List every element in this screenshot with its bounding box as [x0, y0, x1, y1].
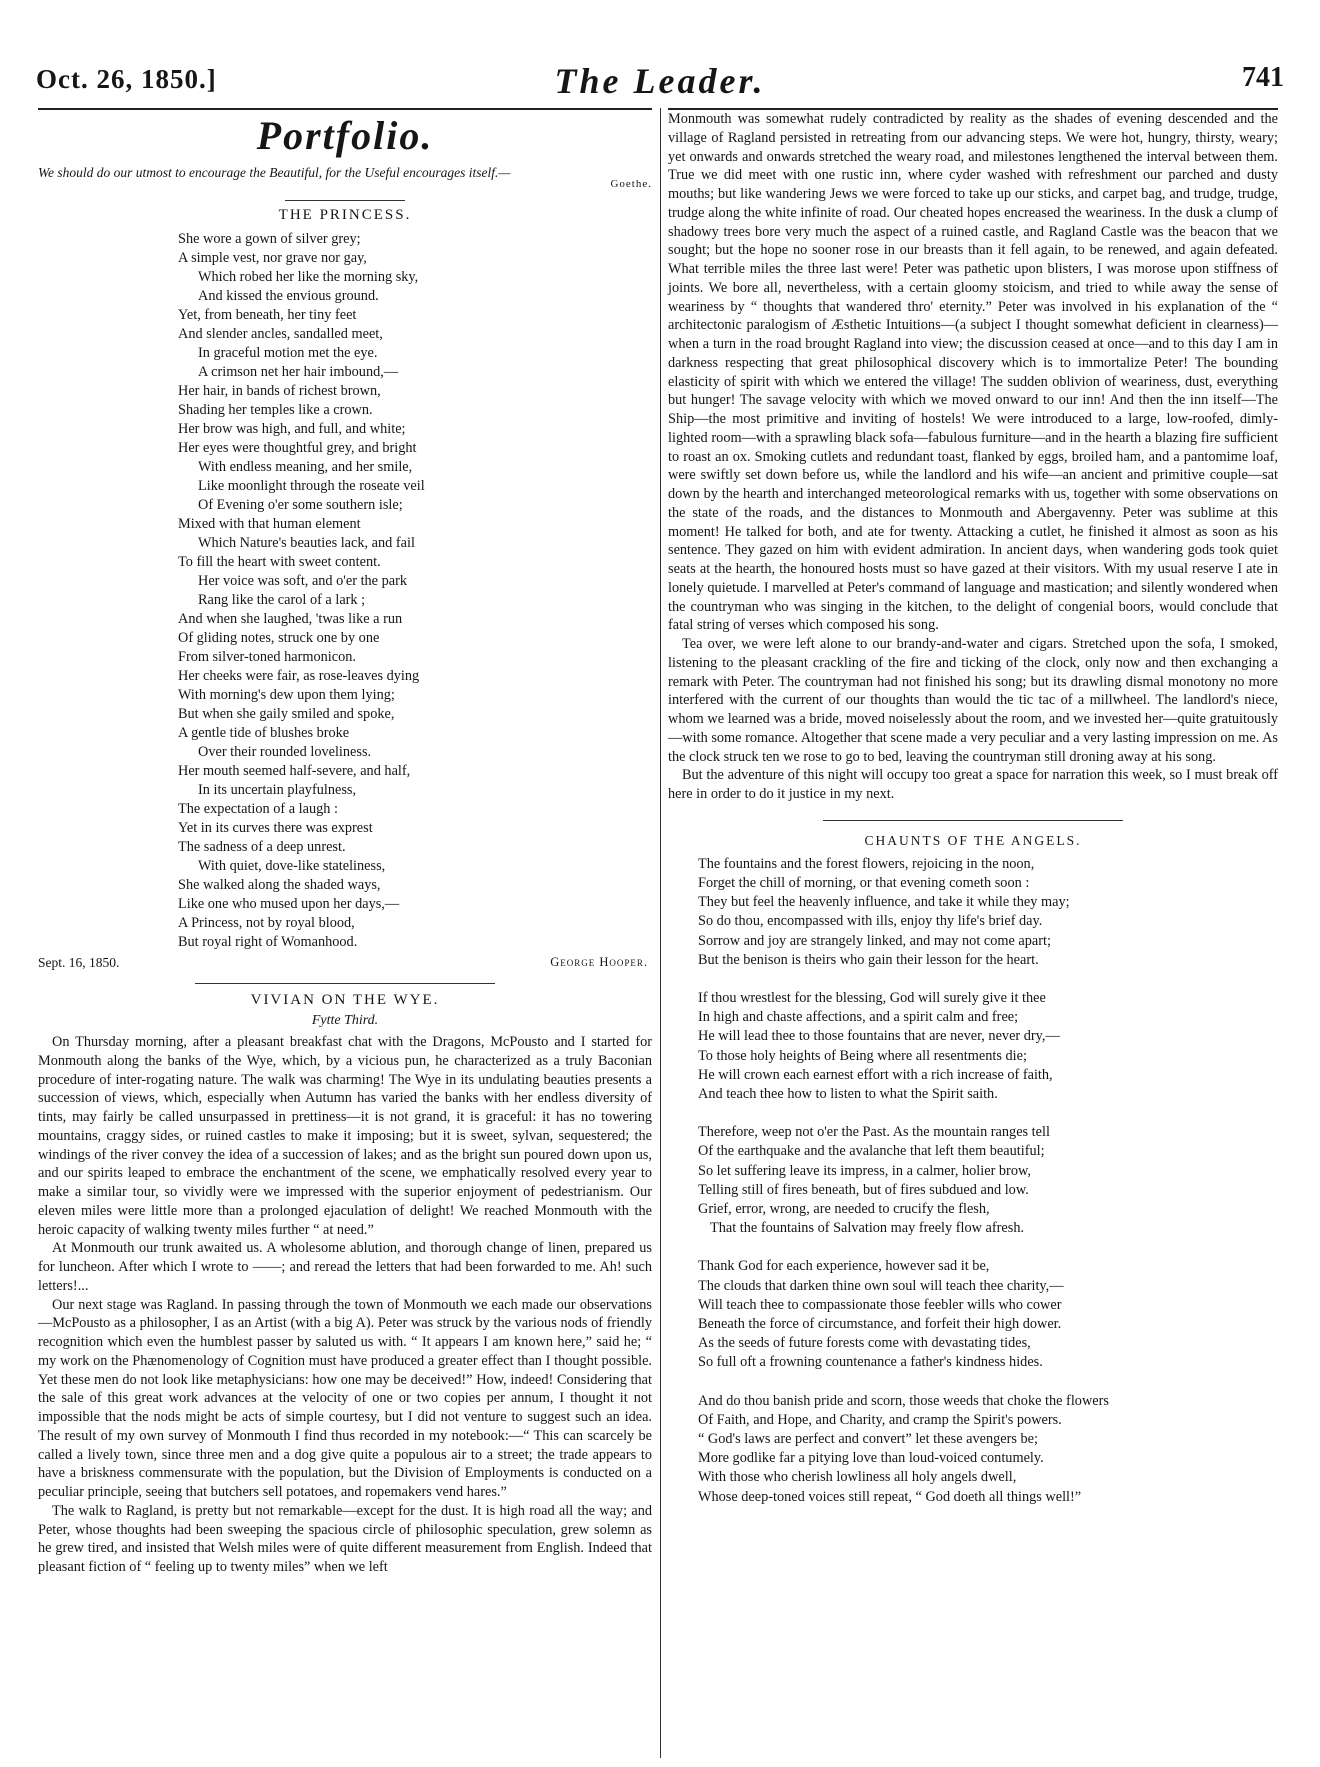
poem-line: Which Nature's beauties lack, and fail: [198, 535, 415, 551]
right-column: [668, 110, 1278, 1526]
poem-line: Her hair, in bands of richest brown,: [178, 383, 381, 399]
paragraph: At Monmouth our trunk awaited us. A wholesome ablution, and thorough change of linen, prepared us for luncheon. After which I wrote to ——; and reread the letters that had been forwarded to me. Ah! such letters!...: [38, 1240, 652, 1294]
poem-line: Like one who mused upon her days,—: [178, 896, 400, 912]
section-rule: [823, 820, 1123, 821]
poem-line: Of the earthquake and the avalanche that left them beautiful;: [698, 1143, 1045, 1160]
poem-line: To fill the heart with sweet content.: [178, 554, 381, 570]
portfolio-motto: We should do our utmost to encourage the Beautiful, for the Useful encourages itself.—: [38, 165, 511, 180]
poem-line: Her cheeks were fair, as rose-leaves dying: [178, 668, 420, 684]
poem-line: Sorrow and joy are strangely linked, and may not come apart;: [698, 932, 1051, 949]
section-rule: [195, 983, 495, 984]
poem-line: He will crown each earnest effort with a rich increase of faith,: [698, 1066, 1053, 1083]
paragraph: But the adventure of this night will occupy too great a space for narration this week, so I must break off here in order to do it justice in my next.: [668, 767, 1278, 802]
poem-line: With quiet, dove-like stateliness,: [198, 858, 386, 874]
poem-line: And when she laughed, 'twas like a run: [178, 611, 403, 627]
stanza: [698, 855, 1278, 970]
newspaper-title: The Leader.: [554, 61, 766, 101]
poem-line: A simple vest, nor grave nor gay,: [178, 250, 367, 266]
poem-line: Whose deep-toned voices still repeat, “ God doeth all things well!”: [698, 1488, 1082, 1505]
poem-line: That the fountains of Salvation may freely flow afresh.: [710, 1220, 1025, 1237]
paragraph: Our next stage was Ragland. In passing through the town of Monmouth we each made our observations—McPousto as a philosopher, I as an Artist (with a big A). Peter was struck by the various nods of friendly recognition which even the humblest passer by saluted us with. “ It appears I am known here,” said he; “ my work on the Phænomenology of Cognition must have produced a greater effect than I thought possible. Yet these men do not look like metaphysicians: how one may be deceived!” How, indeed! Considering that the sale of this great work advances at the velocity of one or two copies per annum, I thought it not impossible that the nods might be acts of simple courtesy, but I did not venture to suggest such an idea. The result of my own survey of Monmouth I find thus recorded in my notebook:—“ This can scarcely be called a lively town, since three men and a dog give quite a populous air to a street; the trade appears to have a briskness commensurate with the population, but the Division of Employments is conducted on a peculiar principle, seeing that butchers sell potatoes, and ropemakers vend hares.”: [38, 1296, 652, 1500]
poem-line: Of gliding notes, struck one by one: [178, 630, 380, 646]
vivian-text-right: [668, 110, 1278, 804]
section-rule: [285, 200, 405, 201]
poem-line: Beneath the force of circumstance, and forfeit their high dower.: [698, 1316, 1062, 1333]
poem-line: She wore a gown of silver grey;: [178, 231, 361, 247]
poem-line: But the benison is theirs who gain their lesson for the heart.: [698, 951, 1039, 968]
poem-line: So full oft a frowning countenance a father's kindness hides.: [698, 1354, 1043, 1371]
poem-line: And do thou banish pride and scorn, those weeds that choke the flowers: [698, 1392, 1109, 1409]
poem-line: Rang like the carol of a lark ;: [198, 592, 366, 608]
masthead: [36, 60, 1284, 108]
poem-line: Telling still of fires beneath, but of fires subdued and low.: [698, 1181, 1029, 1198]
poem-line: So let suffering leave its impress, in a calmer, holier brow,: [698, 1162, 1031, 1179]
poem-line: In high and chaste affections, and a spirit calm and free;: [698, 1009, 1019, 1026]
poem-line: He will lead thee to those fountains that are never, never dry,—: [698, 1028, 1060, 1045]
poem-line: Her eyes were thoughtful grey, and bright: [178, 440, 417, 456]
poem-line: As the seeds of future forests come with devastating tides,: [698, 1335, 1031, 1352]
page-number: 741: [1242, 62, 1284, 93]
portfolio-heading: Portfolio.: [256, 113, 434, 158]
poem-line: In graceful motion met the eye.: [198, 345, 378, 361]
paragraph: Tea over, we were left alone to our brandy-and-water and cigars. Stretched upon the sofa, I smoked, listening to the pleasant crackling of the fire and ticking of the clock, only now and then exchanging a remark with Peter. The countryman had not finished his song; but its drawling dismal monotony no more interfered with the current of our thoughts than would the tic tac of a millwheel. The landlord's niece, whom we learned was a bride, moved noiselessly about the room, and we invested her—quite gratuitously—with some romance. Altogether that scene made a very peculiar and a very lasting impression on me. As the clock struck ten we rose to go to bed, leaving the countryman still droning away at his song.: [668, 636, 1278, 765]
princess-title: THE PRINCESS.: [278, 207, 412, 223]
stanza: [698, 989, 1278, 1104]
poem-line: Over their rounded loveliness.: [198, 744, 372, 760]
poem-line: Which robed her like the morning sky,: [198, 269, 419, 285]
poem-line: Like moonlight through the roseate veil: [198, 478, 425, 494]
poem-signature: [38, 955, 652, 973]
poem-line: And kissed the envious ground.: [198, 288, 379, 304]
poem-line: Mixed with that human element: [178, 516, 361, 532]
poem-line: The fountains and the forest flowers, rejoicing in the noon,: [698, 855, 1035, 872]
poem-line: Shading her temples like a crown.: [178, 402, 373, 418]
paragraph: Monmouth was somewhat rudely contradicted by reality as the shades of evening descended and the village of Ragland persisted in retreating from our advancing steps. We were hot, hungry, thirsty, weary; yet onwards and onwards stretched the weary road, and milestones lengthened the interval between them. True we did meet with one rustic inn, where cyder washed with refreshment our parched and dusty mouths; but like wandering Jews we were forced to take up our sticks, and carpet bag, and trudge, trudge, trudge along the white infinite of road. Our cheated hopes encreased the weariness. In the dusk a clump of shadowy trees bore very much the aspect of a ruined castle, and Ragland Castle was the beacon that we sought; but the hope no sooner rose in our breasts than it fell again, to be renewed, and again defeated. What terrible miles the three last were! Peter was pathetic upon blisters, I was morose upon stiffness of joints. We bore all, nevertheless, with a certain gloomy stoicism, and tried to while away the sense of weariness by “ thoughts that wandered thro' eternity.” Peter was involved in his explanation of the “ architectonic paralogism of Æsthetic Intuitions—(a subject I thought somewhat deficient in clearness)—when a turn in the road brought Ragland into view; the discussion ceased at once—and to this day I am in darkness respecting that great philosophical discovery which is to immortalize Peter! The bounding elasticity of spirit with which we entered the village! The sudden oblivion of weariness, dust, everything but hunger! The savage velocity with which we moved onward to our inn! And then the inn itself—The Ship—the most primitive and inviting of hostels! We were introduced to a large, low-roofed, dimly-lighted room—with a sprawling black sofa—fabulous furniture—and in the hearth a blazing fire sufficient to roast an ox. Smoking cutlets and redundant toast, flanked by eggs, broiled ham, and a pantomime loaf, were swiftly set down before us, while the landlord and his wife—an ancient and primitive couple—sat down by the hearth and interchanged meteorological remarks with us, together with some observations on the state of the roads, and the distances to Monmouth and Abergavenny. Peter was sublime at this moment! He talked for both, and ate for twenty. Attacking a cutlet, he finished it almost as soon as his sentence. They gazed on him with evident admiration. In ancient days, when wandering gods took quiet seats at the hearth, the honoured hosts must so have gazed at their visitors. With my usual reserve I ate in lonely quietude. I marvelled at Peter's command of language and mastication; and silently wondered when the countryman who was singing in the kitchen, to the delight of congenial boors, would conclude that fatal string of verses which composed his song.: [668, 111, 1278, 634]
vivian-text-left: [38, 1033, 652, 1577]
poem-line: With endless meaning, and her smile,: [198, 459, 413, 475]
poem-line: The expectation of a laugh :: [178, 801, 338, 817]
poem-line: If thou wrestlest for the blessing, God will surely give it thee: [698, 989, 1046, 1006]
poem-line: Of Evening o'er some southern isle;: [198, 497, 403, 513]
poem-line: A gentle tide of blushes broke: [178, 725, 350, 741]
issue-date: Oct. 26, 1850.]: [36, 64, 217, 94]
poem-line: Yet in its curves there was exprest: [178, 820, 373, 836]
poem-author: George Hooper.: [550, 955, 648, 969]
poem-line: And slender ancles, sandalled meet,: [178, 326, 383, 342]
poem-line: Of Faith, and Hope, and Charity, and cramp the Spirit's powers.: [698, 1411, 1062, 1428]
paragraph: On Thursday morning, after a pleasant breakfast chat with the Dragons, McPousto and I started for Monmouth along the banks of the Wye, which, by a vicious pun, he characterized as a truly Baconian procedure of inter-rogating nature. The walk was charming! The Wye in its undulating beauties presents a succession of views, which, especially when Autumn has varied the banks with her endless diversity of tints, may fairly be called unsurpassed in prettiness—it is not grand, it is graceful: it has no towering mountains, craggy sides, or ruined castles to make it imposing; but it is sweet, sylvan, sequestered; the windings of the river convey the idea of a succession of lakes; and as the bright sun poured down upon us, and our spirits leaped to embrace the enchantment of the scene, we emphatically resolved every year to make a similar tour, so vividly were we impressed with the superior enjoyment of pedestrianism. Our eleven miles were little more than a prolonged ejaculation of delight! We reached Monmouth with the heroic capacity of walking twenty miles further “ at need.”: [38, 1034, 652, 1238]
poem-line: She walked along the shaded ways,: [178, 877, 381, 893]
poem-line: Her voice was soft, and o'er the park: [198, 573, 408, 589]
princess-poem: [178, 230, 652, 952]
poem-line: But when she gaily smiled and spoke,: [178, 706, 395, 722]
poem-line: Her mouth seemed half-severe, and half,: [178, 763, 411, 779]
chaunts-title: CHAUNTS OF THE ANGELS.: [864, 832, 1082, 848]
stanza: [698, 1257, 1278, 1372]
poem-line: A Princess, not by royal blood,: [178, 915, 355, 931]
poem-line: From silver-toned harmonicon.: [178, 649, 356, 665]
motto-author: Goethe.: [610, 178, 652, 190]
poem-line: Grief, error, wrong, are needed to crucify the flesh,: [698, 1201, 990, 1217]
vivian-subtitle: Fytte Third.: [311, 1013, 379, 1028]
stanza: [698, 1123, 1278, 1238]
poem-line: Thank God for each experience, however sad it be,: [698, 1258, 990, 1275]
poem-line: Therefore, weep not o'er the Past. As the mountain ranges tell: [698, 1124, 1050, 1141]
chaunts-poem: [698, 855, 1278, 1507]
poem-line: To those holy heights of Being where all resentments die;: [698, 1047, 1027, 1064]
poem-line: Forget the chill of morning, or that evening cometh soon :: [698, 874, 1030, 891]
poem-line: And teach thee how to listen to what the Spirit saith.: [698, 1085, 998, 1102]
poem-line: The sadness of a deep unrest.: [178, 839, 346, 855]
poem-line: Her brow was high, and full, and white;: [178, 421, 406, 437]
poem-line: So do thou, encompassed with ills, enjoy thy life's brief day.: [698, 913, 1043, 930]
stanza: [698, 1392, 1278, 1507]
poem-line: With morning's dew upon them lying;: [178, 687, 395, 703]
poem-line: More godlike far a pitying love than loud-voiced contumely.: [698, 1450, 1044, 1467]
column-divider: [660, 108, 661, 1758]
poem-line: In its uncertain playfulness,: [198, 782, 357, 798]
poem-line: Yet, from beneath, her tiny feet: [178, 307, 357, 323]
left-column: [38, 110, 652, 1577]
poem-line: “ God's laws are perfect and convert” let these avengers be;: [698, 1431, 1038, 1448]
poem-line: But royal right of Womanhood.: [178, 934, 358, 950]
paragraph: The walk to Ragland, is pretty but not remarkable—except for the dust. It is high road all the way; and Peter, whose thoughts had been sweeping the spacious circle of philosophic speculation, grew solemn as he grew tired, and insisted that Welsh miles were of quite different measurement from English. Indeed that pleasant fiction of “ feeling up to twenty miles” when we left: [38, 1502, 652, 1575]
poem-line: Will teach thee to compassionate those feebler wills who cower: [698, 1296, 1062, 1313]
poem-line: The clouds that darken thine own soul will teach thee charity,—: [698, 1277, 1064, 1294]
poem-line: With those who cherish lowliness all holy angels dwell,: [698, 1469, 1017, 1486]
poem-line: A crimson net her hair imbound,—: [198, 364, 399, 380]
poem-date: Sept. 16, 1850.: [38, 955, 120, 970]
poem-line: They but feel the heavenly influence, and take it while they may;: [698, 894, 1070, 911]
vivian-title: VIVIAN ON THE WYE.: [250, 992, 440, 1008]
